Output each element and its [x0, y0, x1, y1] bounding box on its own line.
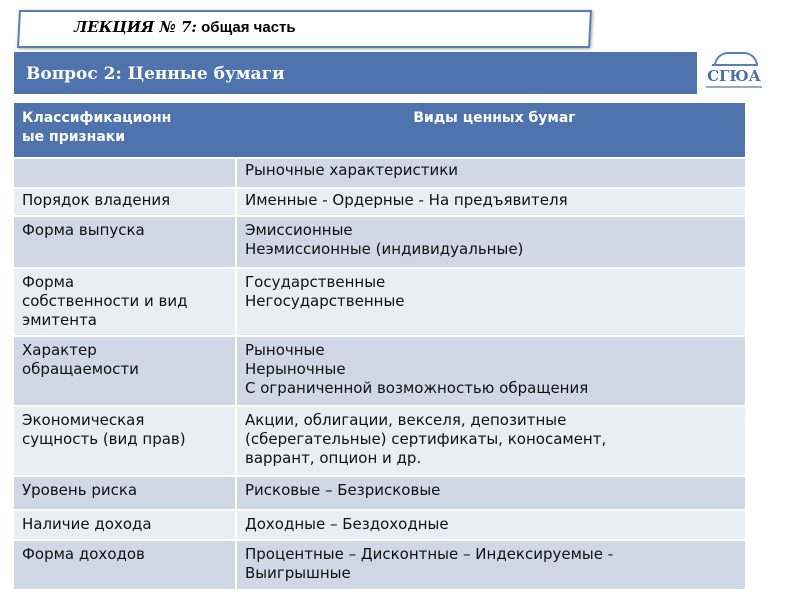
row-feature: Форма выпуска: [14, 216, 236, 268]
lecture-title: [74, 18, 296, 36]
row-feature: Порядок владения: [14, 188, 236, 216]
row-feature: Наличие дохода: [14, 510, 236, 540]
row-types: Рисковые – Безрисковые: [236, 476, 745, 510]
subheader-text: Рыночные характеристики: [236, 158, 745, 188]
row-types: Эмиссионные Неэмиссионные (индивидуальные): [236, 216, 745, 268]
table-header-row: [14, 103, 745, 158]
row-feature: Экономическая сущность (вид прав): [14, 406, 236, 476]
table-row: [14, 510, 745, 540]
row-types: Акции, облигации, векселя, депозитные (сберегательные) сертификаты, коносамент, варрант, опцион и др.: [236, 406, 745, 476]
logo-underline: [706, 86, 762, 88]
row-types: Государственные Негосударственные: [236, 268, 745, 336]
row-types: Доходные – Бездоходные: [236, 510, 745, 540]
header-types: Виды ценных бумаг: [236, 103, 745, 158]
table-row: [14, 540, 745, 590]
row-types: Именные - Ордерные - На предъявителя: [236, 188, 745, 216]
table-row: [14, 188, 745, 216]
row-feature: Уровень риска: [14, 476, 236, 510]
table-row: [14, 336, 745, 406]
row-types: Рыночные Нерыночные С ограниченной возможностью обращения: [236, 336, 745, 406]
table-row: [14, 476, 745, 510]
row-feature: Характер обращаемости: [14, 336, 236, 406]
securities-table: [14, 103, 745, 591]
subheader-row: [14, 158, 745, 188]
row-feature: Форма собственности и вид эмитента: [14, 268, 236, 336]
table-row: [14, 216, 745, 268]
table-row: [14, 268, 745, 336]
header-features: Классификационн ые признаки: [14, 103, 236, 158]
lecture-label: ЛЕКЦИЯ № 7:: [74, 18, 197, 36]
row-types: Процентные – Дисконтные – Индексируемые - Выигрышные: [236, 540, 745, 590]
table-row: [14, 406, 745, 476]
university-logo: [700, 50, 768, 96]
lecture-topic: общая часть: [196, 19, 296, 36]
row-feature: Форма доходов: [14, 540, 236, 590]
logo-text: СГЮА: [707, 67, 761, 85]
section-title: Вопрос 2: Ценные бумаги: [26, 64, 285, 84]
